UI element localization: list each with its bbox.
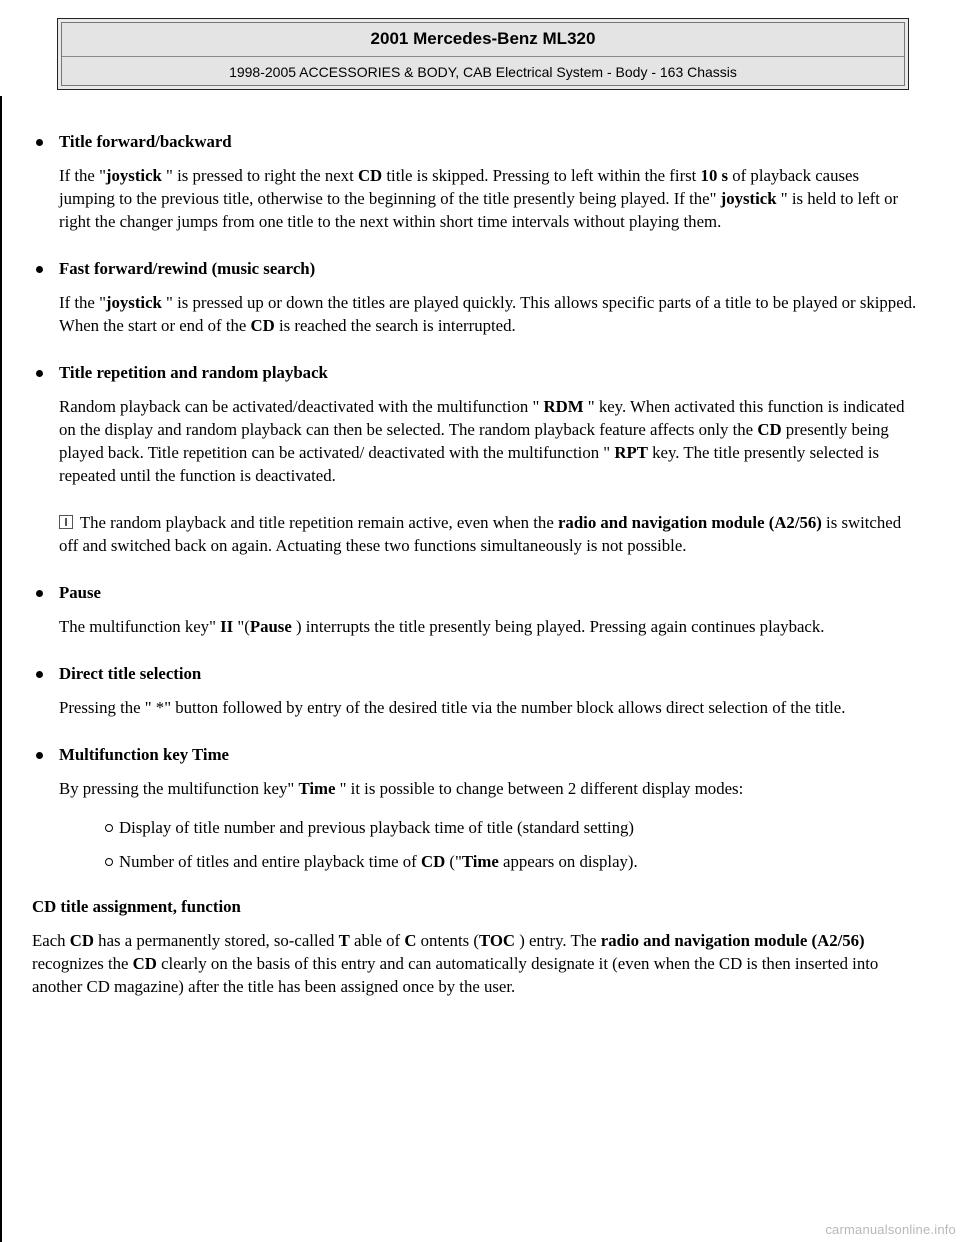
header-frame (61, 22, 905, 86)
header-divider (62, 56, 904, 57)
list-item: Number of titles and entire playback time of CD ("Time appears on display). (105, 850, 917, 873)
heading-direct-selection: Direct title selection (47, 662, 917, 685)
paragraph-direct-selection: Pressing the " *" button followed by entry of the desired title via the number block allows direct selection of the title. (59, 698, 846, 717)
paragraph-cd-assignment: Each CD has a permanently stored, so-called T able of C ontents (TOC ) entry. The radio and navigation module (A2/56) recognizes the CD clearly on the basis of this entry and can automatically designate it (even when the CD is then inserted into another CD magazine) after the title has been assigned once by the user. (32, 931, 879, 996)
document-title: 2001 Mercedes-Benz ML320 (370, 29, 596, 48)
bullet-icon (36, 752, 43, 759)
heading-title-forward: Title forward/backward (47, 130, 917, 153)
document-body (32, 130, 917, 998)
bullet-icon (36, 590, 43, 597)
bullet-icon (36, 671, 43, 678)
note-repetition: The random playback and title repetition remain active, even when the radio and navigation module (A2/56) is switched off and switched back on again. Actuating these two functions simultaneously is not possible. (59, 513, 902, 555)
bullet-icon (36, 266, 43, 273)
list-item: Display of title number and previous playback time of title (standard setting) (105, 816, 917, 839)
heading-time-key: Multifunction key Time (47, 743, 917, 766)
document-subtitle: 1998-2005 ACCESSORIES & BODY, CAB Electrical System - Body - 163 Chassis (229, 64, 737, 80)
paragraph-title-forward: If the "joystick " is pressed to right the next CD title is skipped. Pressing to left within the first 10 s of playback causes jumping to the previous title, otherwise to the beginning of the title presently being played. If the" joystick " is held to left or right the changer jumps from one title to the next within short time intervals without playing them. (59, 166, 899, 231)
heading-fast-forward: Fast forward/rewind (music search) (47, 257, 917, 280)
paragraph-repetition: Random playback can be activated/deactivated with the multifunction " RDM " key. When activated this function is indicated on the display and random playback can then be selected. The random playback feature affects only the CD presently being played back. Title repetition can be activated/ deactivated with the multifunction " RPT key. The title presently selected is repeated until the function is deactivated. (59, 397, 905, 485)
page-header (57, 18, 909, 90)
bullet-icon (36, 370, 43, 377)
heading-pause: Pause (47, 581, 917, 604)
paragraph-time-key: By pressing the multifunction key" Time " it is possible to change between 2 different display modes: (59, 779, 744, 798)
note-icon (59, 515, 73, 529)
circle-bullet-icon (105, 858, 113, 866)
heading-repetition: Title repetition and random playback (47, 361, 917, 384)
circle-bullet-icon (105, 824, 113, 832)
paragraph-fast-forward: If the "joystick " is pressed up or down the titles are played quickly. This allows specific parts of a title to be played or skipped. When the start or end of the CD is reached the search is interrupted. (59, 293, 917, 335)
bullet-icon (36, 139, 43, 146)
page-border (0, 96, 2, 1242)
section-heading-cd-assignment: CD title assignment, function (32, 897, 241, 916)
paragraph-pause: The multifunction key" II "(Pause ) interrupts the title presently being played. Pressing again continues playback. (59, 617, 825, 636)
watermark-link[interactable]: carmanualsonline.info (825, 1222, 956, 1237)
display-modes-list (105, 816, 917, 873)
